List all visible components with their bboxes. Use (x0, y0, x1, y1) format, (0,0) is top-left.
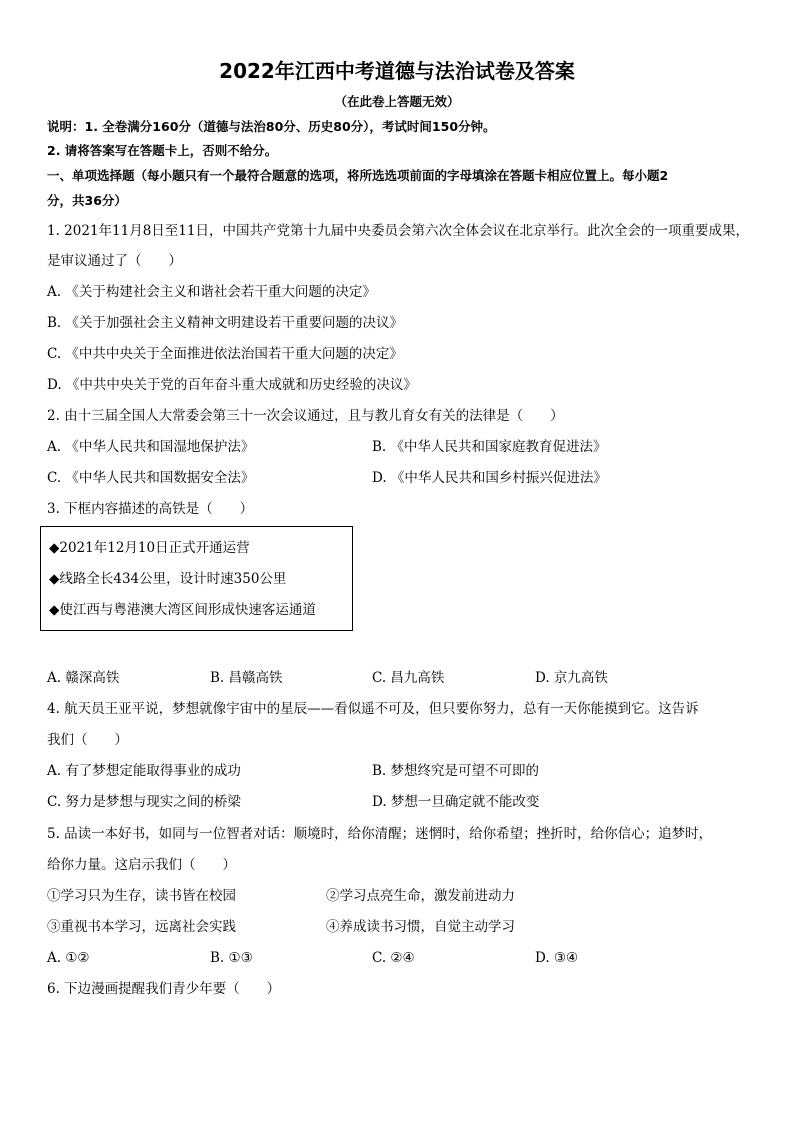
q5-option-a: A. ①② (47, 950, 90, 966)
section-heading-line-2: 分，共36分） (47, 193, 127, 208)
q4-option-c: C. 努力是梦想与现实之间的桥梁 (47, 794, 241, 810)
q5-option-b: B. ①③ (210, 950, 253, 966)
q3-info-box (40, 526, 353, 631)
q3-option-c: C. 昌九高铁 (372, 670, 445, 686)
q3-option-a: A. 赣深高铁 (47, 670, 120, 686)
page-title: 2022年江西中考道德与法治试卷及答案 (219, 59, 575, 83)
q2-option-b: B. 《中华人民共和国家庭教育促进法》 (372, 439, 607, 455)
q3-stem: 3. 下框内容描述的高铁是（ ） (47, 501, 254, 517)
q2-option-a: A. 《中华人民共和国湿地保护法》 (47, 439, 255, 455)
q5-statement-2: ②学习点亮生命，激发前进动力 (326, 888, 515, 904)
q5-stem-line-1: 5. 品读一本好书，如同与一位智者对话：顺境时，给你清醒；迷惘时，给你希望；挫折时，给你信心；追梦时， (47, 826, 713, 842)
q1-option-a: A. 《关于构建社会主义和谐社会若干重大问题的决定》 (47, 284, 376, 300)
q2-option-c: C. 《中华人民共和国数据安全法》 (47, 470, 255, 486)
instruction-line-2: 2. 请将答案写在答题卡上，否则不给分。 (47, 143, 278, 158)
q1-option-c: C. 《中共中央关于全面推进依法治国若干重大问题的决定》 (47, 346, 403, 362)
q5-option-d: D. ③④ (535, 950, 579, 966)
instruction-line-1: 说明：1. 全卷满分160分（道德与法治80分、历史80分），考试时间150分钟。 (47, 119, 496, 134)
q1-stem-line-2: 是审议通过了（ ） (47, 253, 182, 269)
section-heading-line-1: 一、单项选择题（每小题只有一个最符合题意的选项，将所选选项前面的字母填涂在答题卡相应位置上。每小题2 (47, 168, 669, 183)
q4-stem-line-1: 4. 航天员王亚平说，梦想就像宇宙中的星辰——看似遥不可及，但只要你努力，总有一天你能摸到它。这告诉 (47, 701, 699, 717)
q3-option-d: D. 京九高铁 (535, 670, 608, 686)
page-subtitle: （在此卷上答题无效） (334, 94, 460, 109)
q4-option-a: A. 有了梦想定能取得事业的成功 (47, 763, 241, 779)
q4-option-b: B. 梦想终究是可望不可即的 (372, 763, 540, 779)
q2-stem: 2. 由十三届全国人大常委会第三十一次会议通过，且与教儿育女有关的法律是（ ） (47, 408, 564, 424)
q1-stem-line-1: 1. 2021年11月8日至11日，中国共产党第十九届中央委员会第六次全体会议在北京举行。此次全会的一项重要成果， (47, 223, 749, 239)
q5-statement-1: ①学习只为生存，读书皆在校园 (47, 888, 236, 904)
q3-box-item-1: ◆2021年12月10日正式开通运营 (49, 540, 250, 556)
q2-option-d: D. 《中华人民共和国乡村振兴促进法》 (372, 470, 607, 486)
q5-stem-line-2: 给你力量。这启示我们（ ） (47, 857, 236, 873)
q5-statement-3: ③重视书本学习，远离社会实践 (47, 919, 236, 935)
q4-stem-line-2: 我们（ ） (47, 732, 128, 748)
q1-option-b: B. 《关于加强社会主义精神文明建设若干重要问题的决议》 (47, 315, 404, 331)
q3-box-item-3: ◆使江西与粤港澳大湾区间形成快速客运通道 (49, 602, 316, 618)
q5-option-c: C. ②④ (372, 950, 415, 966)
q3-option-b: B. 昌赣高铁 (210, 670, 283, 686)
q6-stem: 6. 下边漫画提醒我们青少年要（ ） (47, 981, 281, 997)
q3-box-item-2: ◆线路全长434公里，设计时速350公里 (49, 571, 287, 587)
q5-statement-4: ④养成读书习惯，自觉主动学习 (326, 919, 515, 935)
q4-option-d: D. 梦想一旦确定就不能改变 (372, 794, 540, 810)
q1-option-d: D. 《中共中央关于党的百年奋斗重大成就和历史经验的决议》 (47, 377, 417, 393)
